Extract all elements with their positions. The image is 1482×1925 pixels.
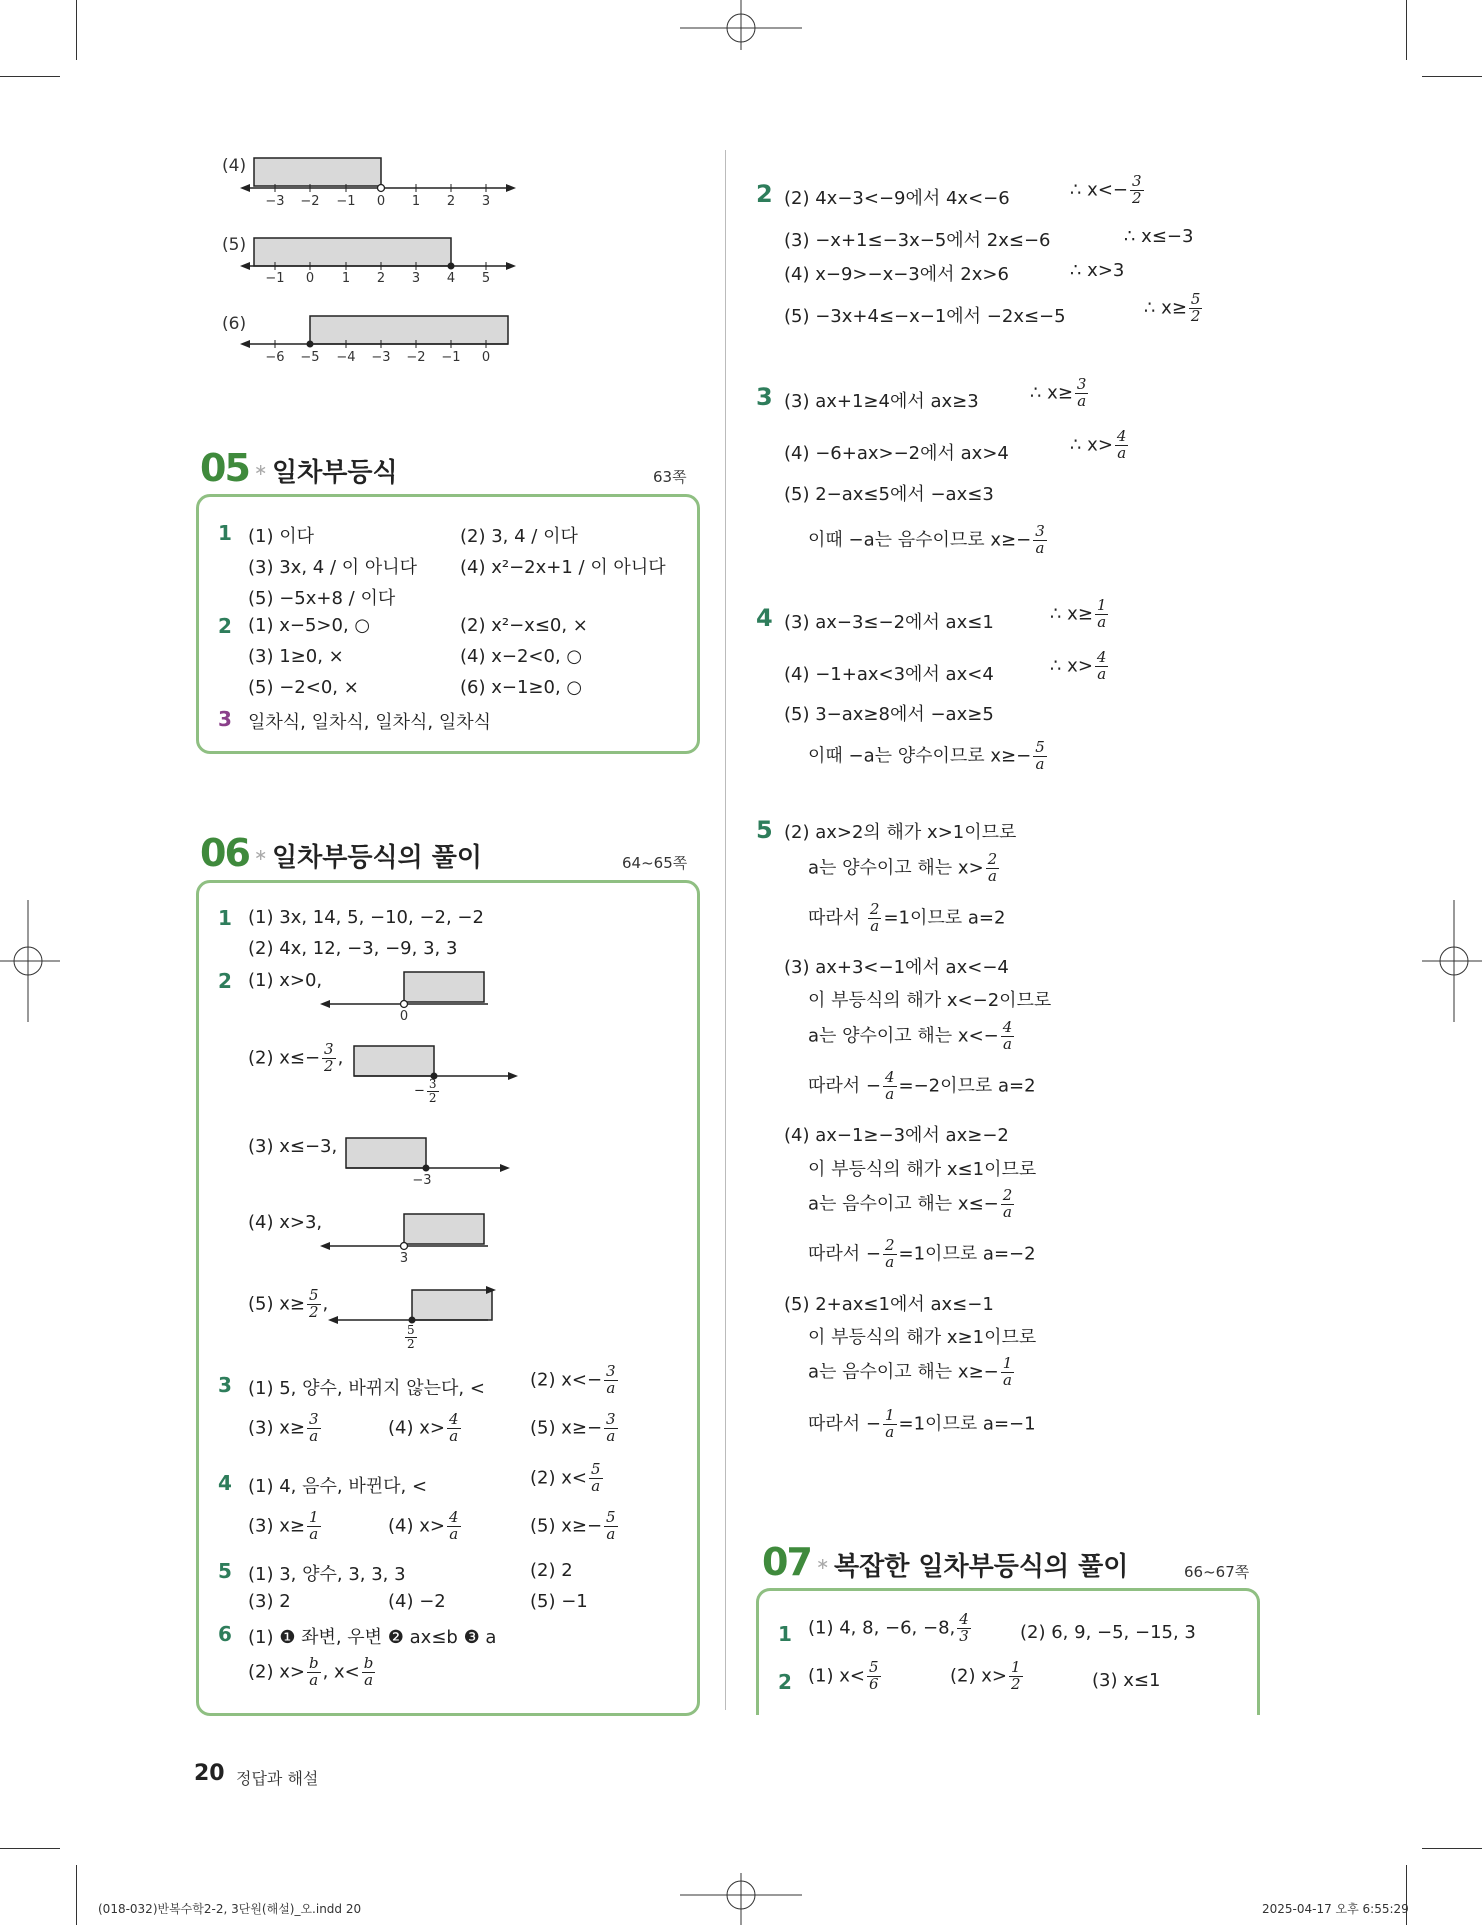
solution-result: ∴ x> $\frac{4}{a}$ — [1050, 648, 1107, 683]
solution-line: 이 부등식의 해가 x≤1이므로 — [808, 1159, 1037, 1180]
crop-mark — [0, 1848, 60, 1849]
number-line-4 — [240, 150, 520, 220]
answer: (2) 4x, 12, −3, −9, 3, 3 — [248, 938, 458, 959]
answer-box-07 — [756, 1588, 1260, 1715]
answer: (4) x> $\frac{4}{a}$ — [388, 1508, 459, 1543]
question-number: 5 — [218, 1559, 232, 1583]
tick-label: −2 — [300, 194, 320, 209]
answer: (1) ❶ 좌변, 우변 ❷ ax≤b ❸ a — [248, 1627, 497, 1648]
answer: (2) x²−x≤0, × — [460, 615, 588, 636]
answer: (5) −1 — [530, 1591, 588, 1612]
solution-line: 이때 −a는 음수이므로 x≥− $\frac{3}{a}$ — [808, 522, 1045, 557]
answer: (1) 4, 8, −6, −8, $\frac{4}{3}$ — [808, 1610, 969, 1645]
registration-mark — [0, 900, 60, 1022]
solution-line: (5) −3x+4≤−x−1에서 −2x≤−5 — [784, 306, 1066, 327]
question-number: 2 — [218, 969, 232, 993]
answer: (5) x≥− $\frac{5}{a}$ — [530, 1508, 616, 1543]
answer: (3) 2 — [248, 1591, 291, 1612]
solution-line: (4) ax−1≥−3에서 ax≥−2 — [784, 1125, 1009, 1146]
answer: (4) x> $\frac{4}{a}$ — [388, 1410, 459, 1445]
solution-line: a는 양수이고 해는 x<− $\frac{4}{a}$ — [808, 1018, 1013, 1053]
solution-result: ∴ x≥ $\frac{5}{2}$ — [1144, 290, 1201, 325]
solution-result: ∴ x<− $\frac{3}{2}$ — [1070, 172, 1142, 207]
answer: (1) 이다 — [248, 526, 314, 547]
solution-line: 이 부등식의 해가 x≥1이므로 — [808, 1327, 1037, 1348]
solution-result: ∴ x≥ $\frac{3}{a}$ — [1030, 375, 1087, 410]
solution-line: (3) ax+3<−1에서 ax<−4 — [784, 957, 1009, 978]
answer: (1) x>0, — [248, 970, 323, 991]
column-divider — [725, 150, 726, 1710]
answer: (1) x−5>0, ○ — [248, 615, 371, 636]
solution-line: (3) −x+1≤−3x−5에서 2x≤−6 — [784, 230, 1051, 251]
answer: (3) x≥ $\frac{1}{a}$ — [248, 1508, 319, 1543]
answer: (2) x< $\frac{5}{a}$ — [530, 1460, 601, 1495]
solution-result: ∴ x>3 — [1070, 260, 1125, 281]
tick-label: −6 — [265, 350, 285, 365]
section-number: 07 — [762, 1540, 811, 1584]
tick-label: 1 — [411, 194, 421, 209]
page-number: 20 — [194, 1761, 225, 1786]
tick-label: 4 — [446, 271, 456, 286]
tick-label: −2 — [406, 350, 426, 365]
question-number: 4 — [756, 604, 773, 632]
tick-label: −1 — [265, 271, 285, 286]
question-number: 3 — [218, 1373, 232, 1397]
solution-line: (5) 3−ax≥8에서 −ax≥5 — [784, 704, 994, 725]
solution-line: (3) ax+1≥4에서 ax≥3 — [784, 391, 979, 412]
registration-mark — [680, 1865, 802, 1925]
section-title: 일차부등식 — [272, 458, 398, 488]
solution-line: a는 음수이고 해는 x≤− $\frac{2}{a}$ — [808, 1186, 1013, 1221]
solution-line: 따라서 − $\frac{1}{a}$ =1이므로 a=−1 — [808, 1406, 1036, 1441]
crop-mark — [1406, 0, 1407, 60]
solution-line: (5) 2+ax≤1에서 ax≤−1 — [784, 1294, 994, 1315]
solution-line: (5) 2−ax≤5에서 −ax≤3 — [784, 484, 994, 505]
solution-line: a는 양수이고 해는 x> $\frac{2}{a}$ — [808, 850, 998, 885]
answer: (3) x≤1 — [1092, 1670, 1161, 1691]
solution-result: ∴ x≥ $\frac{1}{a}$ — [1050, 596, 1107, 631]
tick-label: 1 — [341, 271, 351, 286]
question-number: 3 — [756, 383, 773, 411]
answer: (3) x≤−3, — [248, 1136, 338, 1157]
solution-line: 이 부등식의 해가 x<−2이므로 — [808, 990, 1052, 1011]
tick-label: 0 — [481, 350, 491, 365]
tick-label: −3 — [412, 1173, 432, 1188]
answer: (2) 2 — [530, 1560, 573, 1581]
question-number: 4 — [218, 1471, 232, 1495]
star-icon: ∗ — [816, 1554, 830, 1573]
section-page-ref: 64~65쪽 — [622, 854, 688, 872]
star-icon: ∗ — [254, 460, 268, 479]
crop-mark — [0, 76, 60, 77]
section-title: 일차부등식의 풀이 — [272, 843, 482, 873]
tick-label: 3 — [481, 194, 491, 209]
answer: (2) x<− $\frac{3}{a}$ — [530, 1362, 616, 1397]
crop-mark — [76, 0, 77, 60]
tick-label: 5 — [481, 271, 491, 286]
answer: (4) x²−2x+1 / 이 아니다 — [460, 557, 666, 578]
registration-mark — [1422, 900, 1482, 1022]
question-number: 1 — [218, 521, 232, 545]
solution-line: a는 음수이고 해는 x≥− $\frac{1}{a}$ — [808, 1354, 1013, 1389]
crop-mark — [1422, 1848, 1482, 1849]
section-title: 복잡한 일차부등식의 풀이 — [834, 1552, 1129, 1582]
solution-result: ∴ x≤−3 — [1124, 226, 1194, 247]
question-number: 1 — [218, 906, 232, 930]
tick-label: −1 — [441, 350, 461, 365]
section-number: 06 — [200, 831, 249, 875]
number-line-label: (6) — [222, 314, 247, 334]
answer: (2) x> $\frac{1}{2}$ — [950, 1658, 1021, 1693]
solution-line: 이때 −a는 양수이므로 x≥− $\frac{5}{a}$ — [808, 738, 1045, 773]
question-number: 3 — [218, 707, 232, 731]
answer: (2) x> $\frac{b}{a}$ , x< $\frac{b}{a}$ — [248, 1654, 374, 1689]
crop-mark — [1422, 76, 1482, 77]
answer: 일차식, 일차식, 일차식, 일차식 — [248, 712, 491, 733]
solution-line: (4) −1+ax<3에서 ax<4 — [784, 664, 994, 685]
solution-line: (4) −6+ax>−2에서 ax>4 — [784, 443, 1009, 464]
tick-label: 2 — [376, 271, 386, 286]
section-page-ref: 63쪽 — [653, 468, 687, 486]
answer: (2) 6, 9, −5, −15, 3 — [1020, 1622, 1196, 1643]
solution-line: 따라서 $\frac{2}{a}$ =1이므로 a=2 — [808, 900, 1006, 935]
number-line-label: (5) — [222, 235, 247, 255]
answer: (4) x−2<0, ○ — [460, 646, 583, 667]
answer: (5) x≥− $\frac{3}{a}$ — [530, 1410, 616, 1445]
tick-label: 3 — [399, 1251, 409, 1266]
answer: (4) −2 — [388, 1591, 446, 1612]
answer: (3) x≥ $\frac{3}{a}$ — [248, 1410, 319, 1445]
solution-line: (3) ax−3≤−2에서 ax≤1 — [784, 612, 994, 633]
answer: (5) −5x+8 / 이다 — [248, 588, 396, 609]
section-number: 05 — [200, 446, 249, 490]
solution-line: (2) 4x−3<−9에서 4x<−6 — [784, 188, 1010, 209]
answer: (6) x−1≥0, ○ — [460, 677, 583, 698]
fraction: $\frac{3}{2}$ — [324, 1040, 334, 1075]
question-number: 5 — [756, 816, 773, 844]
tick-label: $\frac{5}{2}$ — [407, 1323, 415, 1351]
answer: (4) x>3, — [248, 1212, 323, 1233]
answer: (2) x≤− $\frac{3}{2}$ , — [248, 1040, 344, 1075]
crop-mark — [76, 1865, 77, 1925]
file-name: (018-032)반복수학2-2, 3단원(해설)_오.indd 20 — [98, 1902, 362, 1916]
tick-label: 2 — [446, 194, 456, 209]
question-number: 2 — [778, 1670, 792, 1694]
question-number: 2 — [756, 180, 773, 208]
fraction: $\frac{5}{2}$ — [308, 1286, 319, 1321]
answer: (3) 1≥0, × — [248, 646, 344, 667]
tick-label: 0 — [305, 271, 315, 286]
tick-label: 0 — [376, 194, 386, 209]
solution-line: 따라서 − $\frac{4}{a}$ =−2이므로 a=2 — [808, 1068, 1036, 1103]
solution-line: (4) x−9>−x−3에서 2x>6 — [784, 264, 1009, 285]
solution-result: ∴ x> $\frac{4}{a}$ — [1070, 427, 1127, 462]
answer: (3) 3x, 4 / 이 아니다 — [248, 557, 417, 578]
answer: (1) 3, 양수, 3, 3, 3 — [248, 1564, 406, 1585]
question-number: 6 — [218, 1622, 232, 1646]
question-number: 2 — [218, 614, 232, 638]
question-number: 1 — [778, 1622, 792, 1646]
answer: (1) 3x, 14, 5, −10, −2, −2 — [248, 907, 484, 928]
solution-line: 따라서 − $\frac{2}{a}$ =1이므로 a=−2 — [808, 1236, 1036, 1271]
tick-label: 0 — [399, 1009, 409, 1024]
number-line-label: (4) — [222, 156, 247, 176]
section-page-ref: 66~67쪽 — [1184, 1563, 1250, 1581]
answer: (5) −2<0, × — [248, 677, 359, 698]
solution-line: (2) ax>2의 해가 x>1이므로 — [784, 822, 1017, 843]
page-label: 정답과 해설 — [236, 1769, 319, 1788]
tick-label: −5 — [300, 350, 320, 365]
answer: (5) x≥ $\frac{5}{2}$ , — [248, 1286, 329, 1321]
answer: (1) x< $\frac{5}{6}$ — [808, 1658, 879, 1693]
tick-label: −4 — [336, 350, 356, 365]
registration-mark — [680, 0, 802, 60]
print-timestamp: 2025-04-17 오후 6:55:29 — [1262, 1902, 1409, 1916]
tick-label: −3 — [371, 350, 391, 365]
tick-label: −3 — [265, 194, 285, 209]
tick-label: −1 — [336, 194, 356, 209]
answer: (2) 3, 4 / 이다 — [460, 526, 578, 547]
answer: (1) 4, 음수, 바뀐다, < — [248, 1476, 428, 1497]
answer: (1) 5, 양수, 바뀌지 않는다, < — [248, 1378, 485, 1399]
tick-label: − $\frac{3}{2}$ — [414, 1077, 437, 1105]
star-icon: ∗ — [254, 845, 268, 864]
tick-label: 3 — [411, 271, 421, 286]
